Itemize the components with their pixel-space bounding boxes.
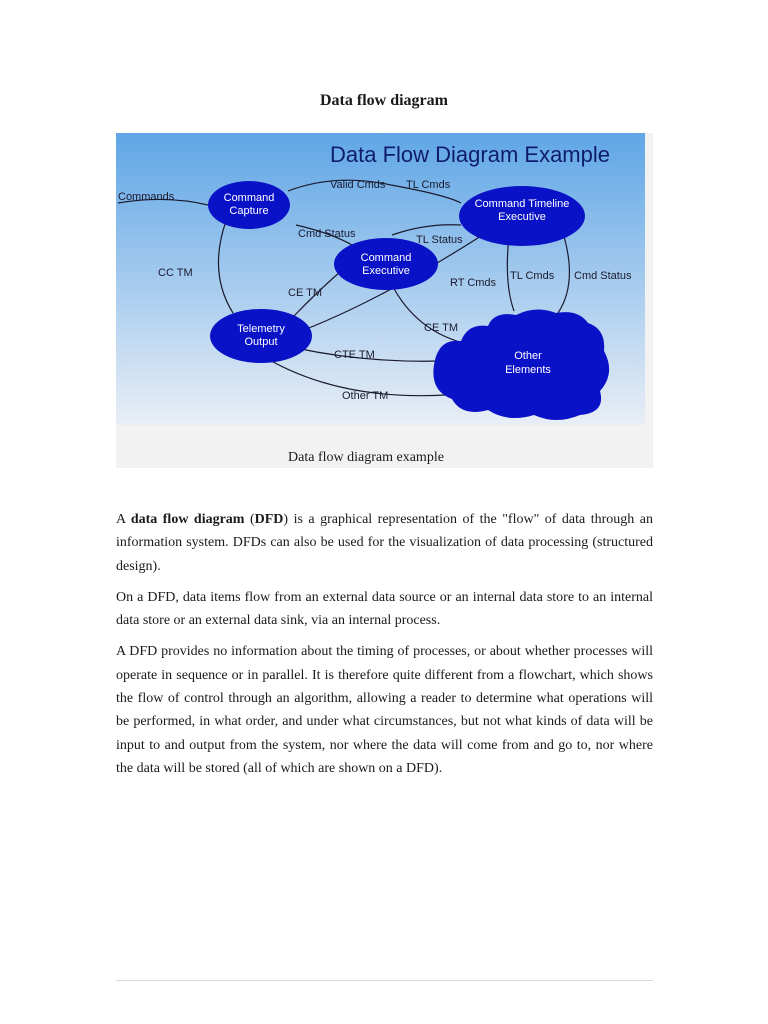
data-flow-diagram-image (116, 133, 645, 425)
flow-label-tl-cmds-top: TL Cmds (406, 179, 451, 191)
svg-text:Telemetry: Telemetry (237, 323, 285, 335)
flow-label-cmd-status-right: Cmd Status (574, 270, 632, 282)
paragraph-1 (116, 508, 653, 578)
svg-text:Output: Output (244, 336, 278, 348)
p1-paren-close: ) (283, 512, 289, 527)
figure (116, 133, 653, 468)
node-telemetry-output (210, 309, 312, 363)
p1-term: data flow diagram (130, 512, 245, 527)
flow-label-tl-cmds-right: TL Cmds (510, 270, 555, 282)
flow-label-ce-tm-left: CE TM (288, 287, 323, 299)
flow-label-valid-cmds: Valid Cmds (330, 179, 386, 191)
svg-text:Executive: Executive (362, 265, 410, 277)
flow-label-cc-tm: CC TM (158, 267, 193, 279)
svg-text:Executive: Executive (498, 211, 546, 223)
diagram-title: Data Flow Diagram Example (330, 142, 610, 167)
paragraph-2: On a DFD, data items flow from an external data source or an internal data store to an internal data store or an external data sink, via an internal process. (116, 589, 653, 629)
svg-text:Other: Other (514, 350, 542, 362)
flow-label-cmd-status-left: Cmd Status (298, 228, 356, 240)
page-title: Data flow diagram (320, 92, 448, 109)
p1-abbr: DFD (254, 512, 284, 527)
svg-text:Command: Command (223, 192, 275, 204)
p1-rest: is a graphical representation of the "flow" of data through an information system. DFDs can also be used for the visualization of data processing (structured design). (116, 512, 653, 574)
figure-caption: Data flow diagram example (288, 450, 444, 465)
flow-label-ce-tm-right: CE TM (424, 322, 459, 334)
svg-text:Command Timeline: Command Timeline (474, 198, 570, 210)
flow-label-rt-cmds: RT Cmds (450, 277, 497, 289)
flow-label-cte-tm: CTE TM (334, 349, 375, 361)
flow-label-commands: Commands (118, 191, 175, 203)
p1-prefix: A (116, 512, 131, 527)
node-command-timeline-executive (459, 186, 585, 246)
svg-text:Capture: Capture (229, 205, 269, 217)
flow-label-other-tm: Other TM (342, 390, 389, 402)
p1-paren-open: ( (244, 512, 255, 527)
svg-text:Command: Command (360, 252, 412, 264)
node-command-capture (208, 181, 290, 229)
footer-divider (116, 980, 653, 981)
body-text (116, 508, 653, 788)
paragraph-3: A DFD provides no information about the timing of processes, or about whether processes will operate in sequence or in parallel. It is therefore quite different from a flowchart, which shows the flow of control through an algorithm, allowing a reader to determine what operations will be performed, in what order, and under what circumstances, but not what kinds of data will be input to and output from the system, nor where the data will come from and go to, nor where the data will be stored (all of which are shown on a DFD). (116, 644, 653, 776)
svg-text:Elements: Elements (505, 364, 551, 376)
flow-label-tl-status: TL Status (416, 234, 463, 246)
